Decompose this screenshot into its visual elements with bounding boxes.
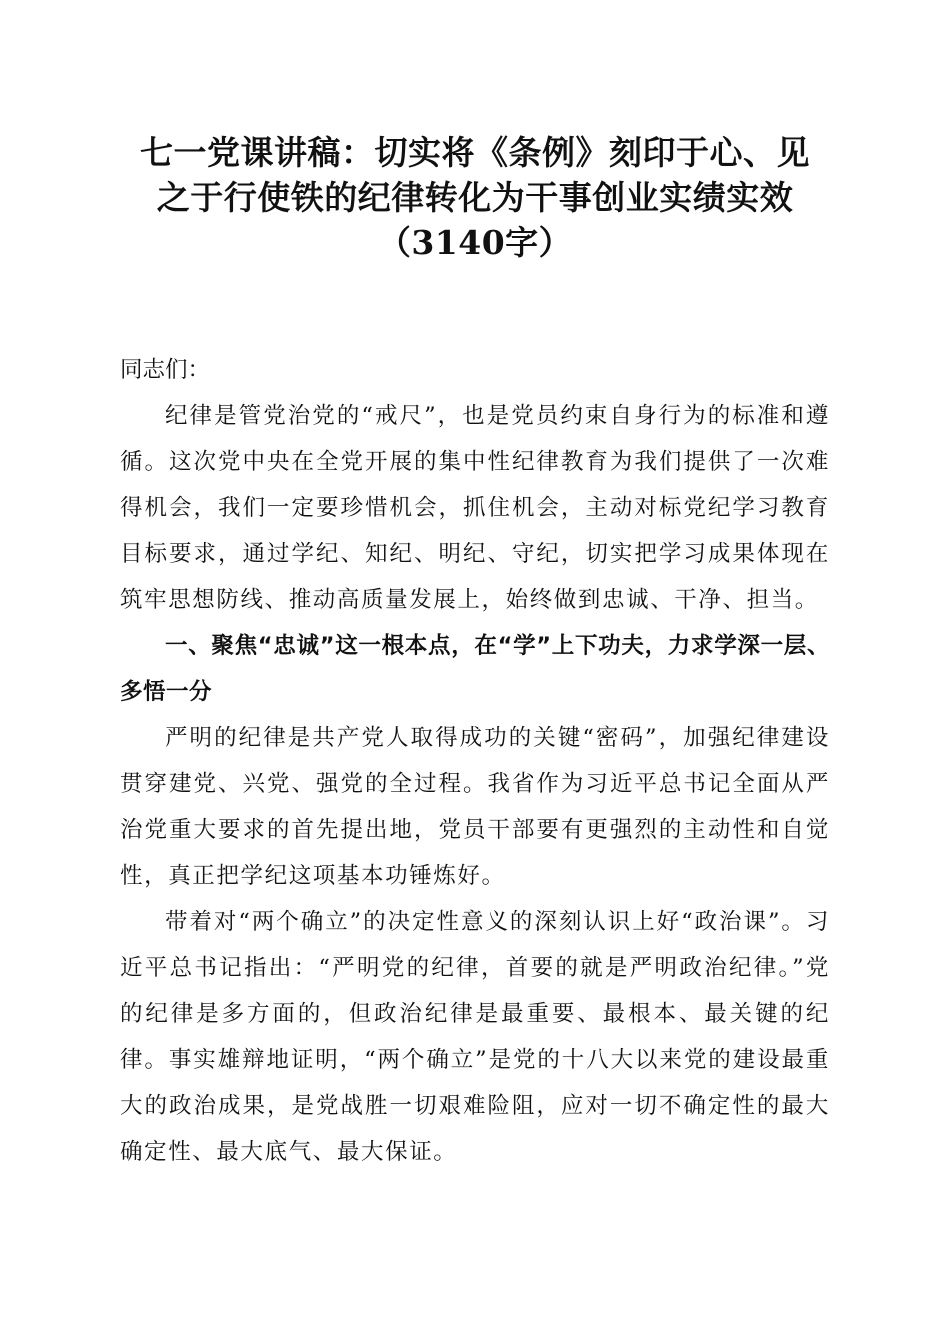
document-title [120, 130, 830, 265]
title-word-count: （3140字） [377, 223, 573, 262]
section-heading-1: 一、聚焦“忠诚”这一根本点，在“学”上下功夫，力求学深一层、多悟一分 [120, 633, 830, 705]
title-line-2: 之于行使铁的纪律转化为干事创业实绩实效 [156, 178, 794, 217]
section-paragraph-2: 带着对“两个确立”的决定性意义的深刻认识上好“政治课”。习近平总书记指出：“严明党的纪律，首要的就是严明政治纪律。”党的纪律是多方面的，但政治纪律是最重要、最根本、最关键的纪律。事实雄辩地证明，“两个确立”是党的十八大以来党的建设最重大的政治成果，是党战胜一切艰难险阻，应对一切不确定性的最大确定性、最大底气、最大保证。 [120, 909, 830, 1165]
document-page [120, 130, 830, 1175]
title-line-1: 七一党课讲稿：切实将《条例》刻印于心、见 [140, 133, 810, 172]
section-paragraph-1: 严明的纪律是共产党人取得成功的关键“密码”，加强纪律建设贯穿建党、兴党、强党的全过程。我省作为习近平总书记全面从严治党重大要求的首先提出地，党员干部要有更强烈的主动性和自觉性，真正把学纪这项基本功锤炼好。 [120, 725, 830, 889]
greeting: 同志们： [120, 357, 211, 383]
intro-paragraph: 纪律是管党治党的“戒尺”，也是党员约束自身行为的标准和遵循。这次党中央在全党开展的集中性纪律教育为我们提供了一次难得机会，我们一定要珍惜机会，抓住机会，主动对标党纪学习教育目标要求，通过学纪、知纪、明纪、守纪，切实把学习成果体现在筑牢思想防线、推动高质量发展上，始终做到忠诚、干净、担当。 [120, 403, 830, 613]
document-body [120, 393, 830, 1175]
